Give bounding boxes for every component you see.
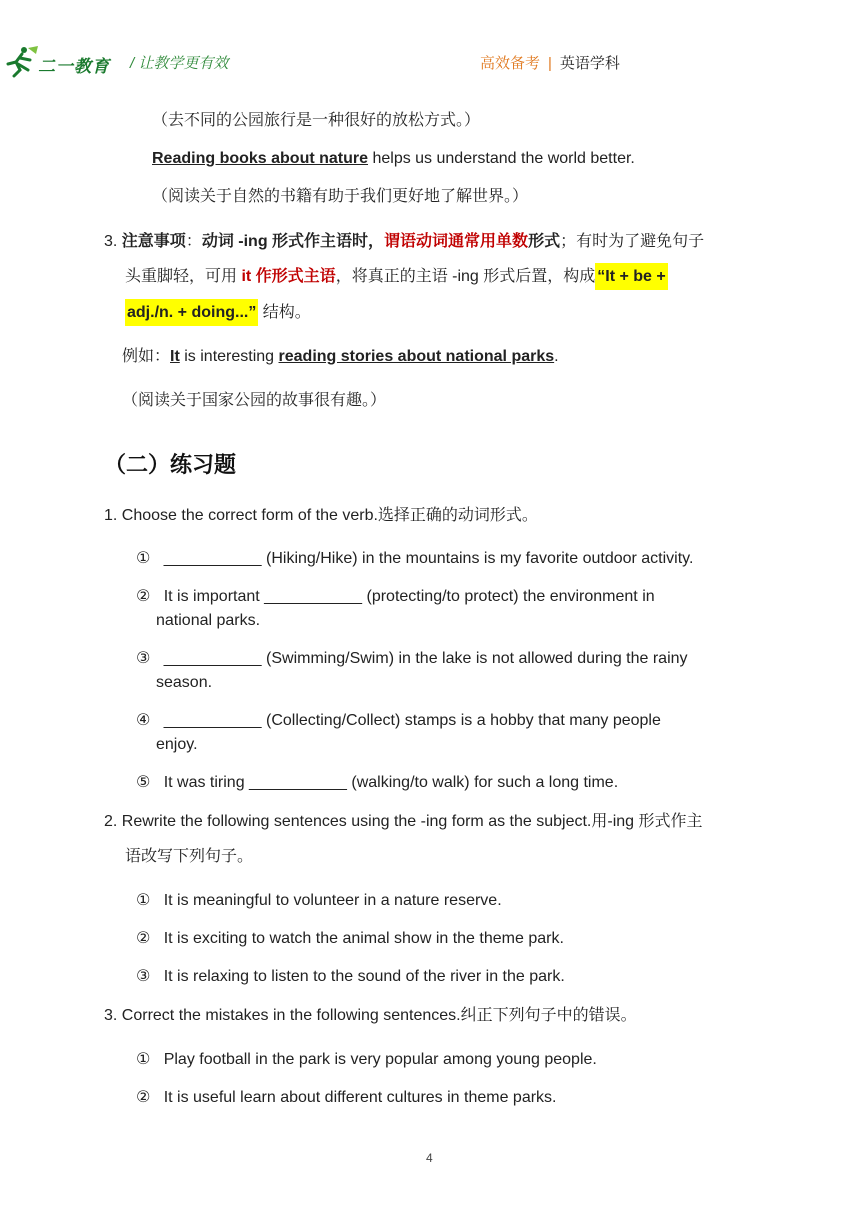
note-part-2: 谓语动词通常用单数: [384, 233, 529, 250]
q2-title-continuation: 语改写下列句子。: [125, 848, 254, 865]
header-separator: |: [548, 55, 552, 72]
q1-item-continuation: enjoy.: [156, 736, 198, 753]
q2-item: [136, 928, 564, 950]
q1-item-mark: ②: [136, 588, 151, 605]
note-line-2a: 头重脚轻，可用: [125, 268, 242, 285]
page-number: 4: [426, 1151, 433, 1165]
note-example-end: .: [554, 348, 559, 365]
q3-item: [136, 1049, 597, 1071]
q2-item-mark: ②: [136, 930, 151, 947]
header-subject: [480, 52, 620, 73]
q2-item: [136, 966, 565, 988]
note-example-mid: is interesting: [179, 348, 279, 365]
q3-title: Correct the mistakes in the following sentences.纠正下列句子中的错误。: [121, 1007, 637, 1024]
q1-item: [136, 586, 655, 608]
q3-item-mark: ②: [136, 1089, 151, 1106]
note-part-1: 动词 -ing 形式作主语时，: [201, 233, 385, 250]
q3-number: 3.: [104, 1007, 118, 1024]
q2-item: [136, 890, 502, 912]
section-title: （二）练习题: [104, 452, 237, 477]
q3-item-text: Play football in the park is very popular among young people.: [163, 1051, 597, 1068]
q1-number: 1.: [104, 507, 118, 524]
note-part-4: ；有时为了避免句子: [560, 233, 705, 250]
note-line-2b: it 作形式主语: [241, 268, 336, 285]
q3-item-text: It is useful learn about different cultures in theme parks.: [163, 1089, 557, 1106]
q1-item: [136, 772, 618, 794]
q1-item-mark: ④: [136, 712, 151, 729]
q1-item-mark: ①: [136, 550, 151, 567]
note-example-subject: reading stories about national parks: [278, 348, 555, 365]
note-part-3: 形式: [528, 233, 561, 250]
q1-item-text: It was tiring ___________ (walking/to walk) for such a long time.: [163, 774, 619, 791]
q2-item-mark: ③: [136, 968, 151, 985]
q1-item-mark: ⑤: [136, 774, 151, 791]
q2-item-text: It is relaxing to listen to the sound of the river in the park.: [163, 968, 565, 985]
q3-item: [136, 1087, 557, 1109]
note-example-prefix: 例如：: [122, 348, 171, 365]
note-example-cn: （阅读关于国家公园的故事很有趣。）: [122, 392, 387, 409]
brand-logo-text: 二一教育: [38, 57, 110, 76]
example-cn-1: （去不同的公园旅行是一种很好的放松方式。）: [152, 112, 481, 129]
note-label: 注意事项: [121, 233, 186, 250]
q1-item: [136, 648, 688, 670]
q1-item-continuation: national parks.: [156, 612, 261, 629]
slogan: / 让教学更有效: [130, 55, 229, 72]
q1-title: Choose the correct form of the verb.选择正确的动词形式。: [121, 507, 538, 524]
note-line-2c: ，将真正的主语 -ing 形式后置，构成: [335, 268, 596, 285]
note-colon: ：: [185, 233, 202, 250]
note-formula-2: adj./n. + doing...”: [125, 299, 258, 326]
q1-item-text: ___________ (Collecting/Collect) stamps is a hobby that many people: [163, 712, 661, 729]
header-subject-label: 英语学科: [559, 55, 620, 72]
q1-item-text: ___________ (Hiking/Hike) in the mountains is my favorite outdoor activity.: [163, 550, 694, 567]
note-number: 3.: [104, 233, 118, 250]
note-line-3: [125, 302, 311, 324]
note-line-2: [125, 266, 668, 288]
note-formula-1: “It + be +: [595, 263, 667, 290]
q2-item-text: It is exciting to watch the animal show in the theme park.: [163, 930, 564, 947]
q3-heading: [104, 1005, 637, 1027]
header-tag: 高效备考: [480, 55, 541, 72]
q2-number: 2.: [104, 813, 118, 830]
q2-heading: [104, 811, 703, 833]
q2-item-text: It is meaningful to volunteer in a nature reserve.: [163, 892, 502, 909]
q1-heading: [104, 505, 538, 527]
example-en-2: [152, 148, 635, 170]
note-line-3b: 结构。: [262, 304, 311, 321]
example-en-2-rest: helps us understand the world better.: [368, 150, 635, 167]
note-line-1: [104, 231, 704, 253]
example-en-2-subject: Reading books about nature: [152, 150, 369, 167]
q1-item-continuation: season.: [156, 674, 213, 691]
q2-item-mark: ①: [136, 892, 151, 909]
q3-item-mark: ①: [136, 1051, 151, 1068]
q1-item-text: ___________ (Swimming/Swim) in the lake is not allowed during the rainy: [163, 650, 688, 667]
note-example: [122, 346, 559, 368]
note-example-it: It: [170, 348, 180, 365]
q1-item-mark: ③: [136, 650, 151, 667]
q1-item-text: It is important ___________ (protecting/to protect) the environment in: [163, 588, 655, 605]
q1-item: [136, 710, 661, 732]
example-cn-2: （阅读关于自然的书籍有助于我们更好地了解世界。）: [152, 188, 529, 205]
q2-title: Rewrite the following sentences using the -ing form as the subject.用-ing 形式作主: [121, 813, 703, 830]
q1-item: [136, 548, 693, 570]
